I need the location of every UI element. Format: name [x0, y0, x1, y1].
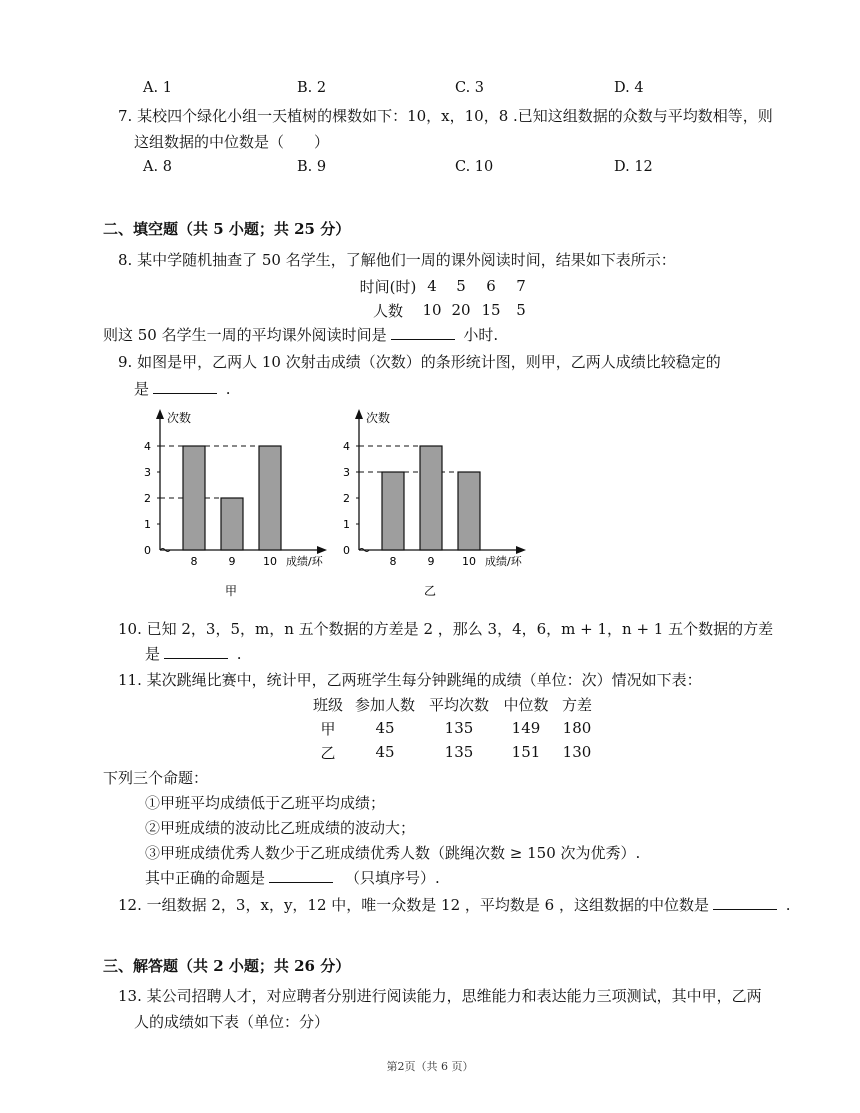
q9-end: .: [221, 380, 231, 398]
q8-cell: 5: [456, 277, 466, 295]
bar: [458, 472, 480, 550]
q6-option-a: A. 1: [143, 80, 172, 96]
q9-text: 是: [134, 380, 150, 398]
q8-table-row: [358, 298, 536, 322]
q9-stem-line2: [134, 376, 231, 402]
y-axis-label: 次数: [167, 411, 192, 425]
q11-answer-line: [145, 865, 440, 891]
chart-title: 乙: [423, 584, 437, 598]
x-axis-arrow: [516, 546, 526, 554]
q8-cell: 4: [427, 277, 437, 295]
x-tick-label: 8: [190, 555, 198, 568]
x-tick-label: 8: [389, 555, 397, 568]
q10-end: .: [232, 645, 242, 663]
y-tick-label: 0: [343, 544, 350, 557]
q8-cell: 人数: [372, 301, 403, 320]
q13-stem-line2: 人的成绩如下表（单位：分）: [134, 1013, 330, 1031]
bar: [259, 446, 281, 550]
y-tick-label: 3: [343, 466, 350, 479]
q11-item-2: ②甲班成绩的波动比乙班成绩的波动大；: [145, 819, 416, 837]
q7-option-d: D. 12: [614, 159, 653, 175]
q10-stem-line1: 10. 已知 2，3，5，m，n 五个数据的方差是 2 ，那么 3，4，6，m + 1，n + 1 五个数据的方差: [118, 620, 774, 638]
q9-stem-line1: 9. 如图是甲，乙两人 10 次射击成绩（次数）的条形统计图，则甲，乙两人成绩比较稳定的: [118, 353, 721, 371]
chart-yi: [342, 405, 552, 605]
bar: [221, 498, 243, 550]
y-tick-label: 2: [144, 492, 151, 505]
q6-option-b: B. 2: [297, 80, 327, 96]
q8-table-header-row: [358, 274, 536, 298]
q6-option-c: C. 3: [455, 80, 485, 96]
x-tick-label: 9: [228, 555, 236, 568]
y-axis-label: 次数: [366, 411, 391, 425]
q8-answer-line: [103, 322, 498, 348]
q8-answer-text: 则这 50 名学生一周的平均课外阅读时间是: [103, 326, 387, 344]
q11-item-1: ①甲班平均成绩低于乙班平均成绩；: [145, 794, 386, 812]
q8-cell: 10: [422, 301, 442, 319]
y-tick-label: 2: [343, 492, 350, 505]
q11-item-3: ③甲班成绩优秀人数少于乙班成绩优秀人数（跳绳次数 ≥ 150 次为优秀）.: [145, 844, 641, 862]
x-axis-arrow: [317, 546, 327, 554]
y-axis-arrow: [156, 409, 164, 419]
q11-cell: 参加人数: [354, 695, 415, 714]
q11-cell: 方差: [561, 695, 592, 714]
q11-table-row: [308, 716, 598, 740]
chart-title: 甲: [224, 584, 238, 598]
q12-stem: [118, 892, 791, 918]
q7-stem-line1: 7. 某校四个绿化小组一天植树的棵数如下：10，x，10，8 .已知这组数据的众数与平均数相等，则: [118, 107, 773, 125]
y-tick-label: 4: [343, 440, 350, 453]
q11-cell: 乙: [320, 743, 336, 762]
q8-answer-blank[interactable]: [391, 325, 455, 340]
x-tick-label: 10: [462, 555, 476, 568]
q11-cell: 151: [511, 743, 541, 761]
bar: [420, 446, 442, 550]
q11-cell: 平均次数: [428, 695, 489, 714]
y-tick-label: 3: [144, 466, 151, 479]
q11-cell: 班级: [312, 695, 343, 714]
x-tick-label: 9: [427, 555, 435, 568]
section-heading-solutions: 三、解答题（共 2 小题；共 26 分）: [103, 957, 351, 975]
q11-table-header-row: [308, 692, 598, 716]
q10-stem-line2: [145, 641, 242, 667]
q9-answer-blank[interactable]: [153, 379, 217, 394]
q11-cell: 180: [562, 719, 592, 737]
q11-cell: 中位数: [503, 695, 549, 714]
q8-cell: 20: [451, 301, 471, 319]
q11-answer-suffix: （只填序号）.: [345, 869, 440, 887]
q11-cell: 135: [444, 719, 474, 737]
q7-stem-line2: 这组数据的中位数是（ ）: [134, 133, 330, 151]
y-axis-arrow: [355, 409, 363, 419]
q10-answer-blank[interactable]: [164, 644, 228, 659]
q11-intro: 下列三个命题：: [103, 769, 209, 787]
q11-table: [308, 692, 598, 764]
q8-cell: 7: [516, 277, 526, 295]
x-axis-label: 成绩/环: [286, 555, 323, 568]
y-tick-label: 1: [144, 518, 151, 531]
q11-answer-prefix: 其中正确的命题是: [145, 869, 266, 887]
q7-option-b: B. 9: [297, 159, 327, 175]
y-tick-label: 0: [144, 544, 151, 557]
q12-end: .: [780, 896, 791, 914]
q13-stem-line1: 13. 某公司招聘人才，对应聘者分别进行阅读能力，思维能力和表达能力三项测试，其中甲，乙两: [118, 987, 762, 1005]
q11-cell: 149: [511, 719, 541, 737]
chart-jia: [143, 405, 353, 605]
q12-answer-blank[interactable]: [713, 895, 777, 910]
q8-cell: 6: [486, 277, 496, 295]
q7-option-c: C. 10: [455, 159, 494, 175]
q11-cell: 45: [375, 743, 395, 761]
q11-cell: 45: [375, 719, 395, 737]
q8-table: [358, 274, 536, 322]
q8-stem: 8. 某中学随机抽查了 50 名学生，了解他们一周的课外阅读时间，结果如下表所示：: [118, 251, 676, 269]
q8-cell: 15: [481, 301, 501, 319]
x-axis-label: 成绩/环: [485, 555, 522, 568]
y-tick-label: 1: [343, 518, 350, 531]
q8-cell: 时间(时): [359, 277, 417, 296]
q11-answer-blank[interactable]: [269, 868, 333, 883]
q11-table-row: [308, 740, 598, 764]
q6-option-d: D. 4: [614, 80, 644, 96]
q12-text: 12. 一组数据 2，3，x，y，12 中，唯一众数是 12 ，平均数是 6 ，这组数据的中位数是: [118, 896, 709, 914]
q8-cell: 5: [516, 301, 526, 319]
bar: [183, 446, 205, 550]
page-footer: 第2页（共 6 页）: [386, 1060, 474, 1073]
q10-text: 是: [145, 645, 161, 663]
y-tick-label: 4: [144, 440, 151, 453]
x-tick-label: 10: [263, 555, 277, 568]
q11-stem: 11. 某次跳绳比赛中，统计甲，乙两班学生每分钟跳绳的成绩（单位：次）情况如下表：: [118, 671, 702, 689]
q7-option-a: A. 8: [143, 159, 172, 175]
bar: [382, 472, 404, 550]
q11-cell: 甲: [320, 719, 336, 738]
q11-cell: 130: [562, 743, 592, 761]
q8-answer-unit: 小时.: [458, 326, 499, 344]
q11-cell: 135: [444, 743, 474, 761]
section-heading-fill-in: 二、填空题（共 5 小题；共 25 分）: [103, 220, 351, 238]
